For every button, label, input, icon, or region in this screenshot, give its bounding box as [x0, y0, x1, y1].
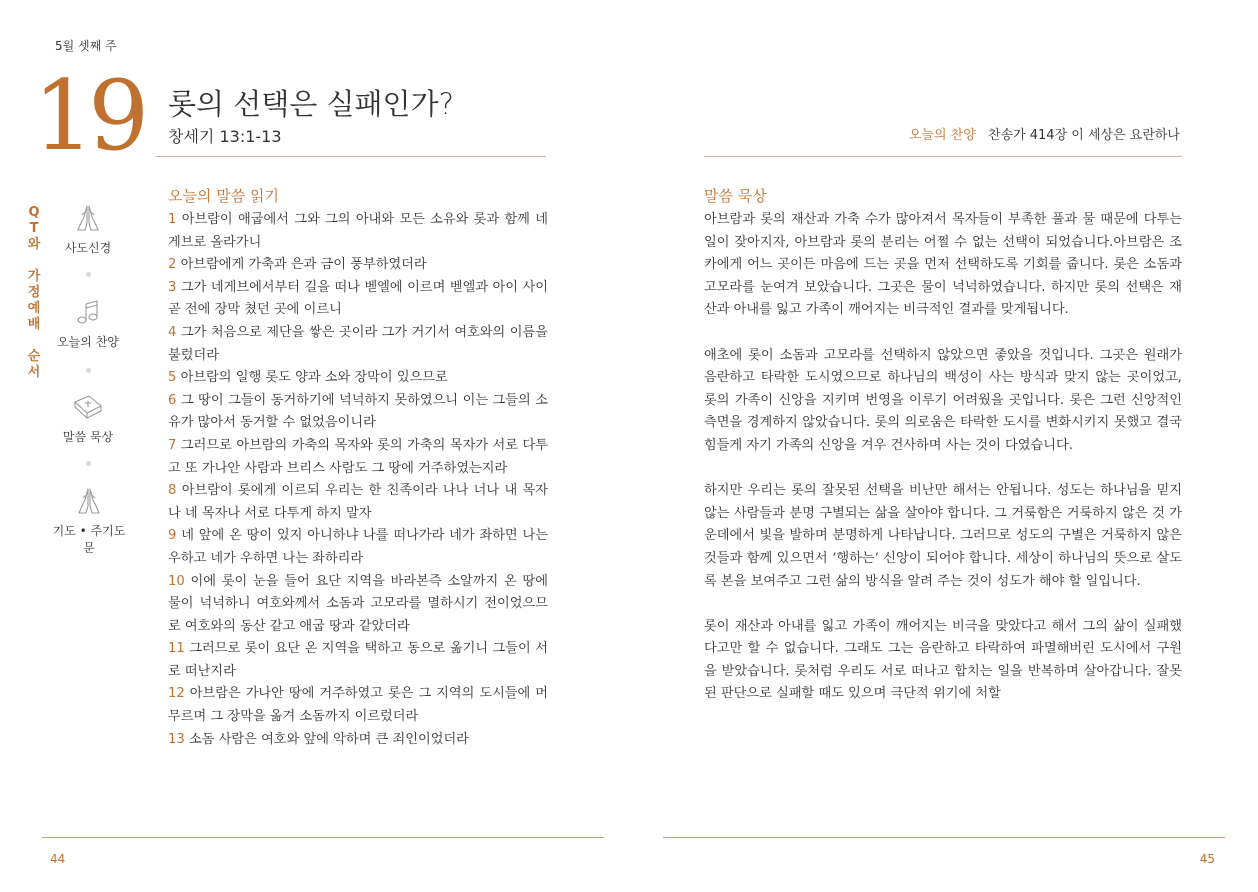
vertical-char: 서 [27, 365, 41, 380]
verse [168, 322, 548, 367]
verse-text: 그러므로 아브람의 가축의 목자와 롯의 가축의 목자가 서로 다투고 또 가나안 사람과 브리스 사람도 그 땅에 거주하였는지라 [168, 437, 548, 476]
verse-number: 8 [168, 483, 182, 499]
day-number: 19 [33, 60, 144, 172]
hymn-line [909, 124, 1180, 143]
meditation-paragraph: 애초에 롯이 소돔과 고모라를 선택하지 않았으면 좋았을 것입니다. 그곳은 원래가 음란하고 타락한 도시였으므로 하나님의 백성이 사는 방식과 맞지 않는 곳이었고, 롯의 가족이 신앙을 지키며 번영을 이루기 어려웠을 곳입니다. 롯은 그런 신앙적인 측면을 경계하지 않았습니다. 롯의 의로움은 타락한 도시를 변화시키지 못했고 결국 힘들게 자기 가족의 신앙을 겨우 건사하며 사는 것이 다였습니다. [704, 347, 1182, 453]
meditation-heading: 말씀 묵상 [704, 187, 767, 205]
vertical-char: 정 [27, 285, 41, 300]
verse-number: 13 [168, 731, 189, 747]
order-separator-dot [86, 368, 91, 373]
praying-hands-icon [73, 486, 105, 516]
meditation-text [704, 209, 1182, 729]
verse-number: 2 [168, 257, 181, 273]
vertical-char: T [29, 221, 39, 236]
verse-text: 그가 처음으로 제단을 쌓은 곳이라 그가 거기서 여호와의 이름을 불렀더라 [168, 324, 548, 363]
verse-text: 소돔 사람은 여호와 앞에 악하며 큰 죄인이었더라 [188, 731, 469, 747]
order-separator-dot [86, 461, 91, 466]
vertical-char: 배 [27, 317, 41, 332]
verse-number: 7 [168, 437, 181, 453]
verse-text: 아브람이 애굽에서 그와 그의 아내와 모든 소유와 롯과 함께 네게브로 올라가니 [168, 212, 548, 250]
order-item-label: 기도 • 주기도문 [52, 524, 126, 555]
verse-text: 네 앞에 온 땅이 있지 아니하냐 나를 떠나가라 네가 좌하면 나는 우하고 네가 우하면 나는 좌하리라 [168, 528, 548, 566]
vertical-char: 예 [27, 301, 41, 316]
order-item-label: 오늘의 찬양 [57, 335, 119, 349]
qt-worship-order-label [27, 205, 41, 381]
verse [168, 683, 548, 728]
page-number-right: 45 [1199, 852, 1215, 866]
verse [168, 254, 548, 277]
footer-rule-left [42, 837, 604, 838]
verse [168, 525, 548, 570]
order-item-label: 사도신경 [64, 241, 112, 255]
order-item-meditation [53, 392, 123, 445]
verse-text: 그가 네게브에서부터 길을 떠나 벧엘에 이르며 벧엘과 아이 사이 곧 전에 장막 쳤던 곳에 이르니 [168, 279, 548, 318]
order-item-label: 말씀 묵상 [62, 430, 114, 444]
reading-heading: 오늘의 말씀 읽기 [168, 187, 279, 205]
bible-book-icon [71, 392, 105, 422]
hymn-divider [704, 156, 1182, 157]
verse-number: 1 [168, 212, 182, 227]
meditation-paragraph: 하지만 우리는 롯의 잘못된 선택을 비난만 해서는 안됩니다. 성도는 하나님을 믿지 않는 사람들과 분명 구별되는 삶을 살아야 합니다. 그 거룩함은 거룩하지 않은 것 가운데에서 빛을 발하며 분명하게 나타납니다. 그러므로 성도의 구별은 거룩하지 않은 것들과 함께 있으면서 ‘행하는’ 신앙이 되어야 합니다. 세상이 하나님의 뜻으로 살도록 본을 보여주고 그런 삶의 방식을 알려 주는 것이 성도가 해야 할 일입니다. [704, 483, 1182, 589]
vertical-char: Q [28, 205, 40, 220]
verse-text: 아브람은 가나안 땅에 거주하였고 롯은 그 지역의 도시들에 머무르며 그 장막을 옮겨 소돔까지 이르렀더라 [168, 686, 548, 725]
order-item-creed [53, 203, 123, 256]
order-separator-dot [86, 272, 91, 277]
scripture-reference: 창세기 13:1-13 [168, 127, 282, 146]
verse-number: 12 [168, 686, 190, 702]
verse [168, 390, 548, 435]
page-number-left: 44 [50, 852, 66, 866]
verse-number: 10 [168, 573, 191, 589]
verse [168, 367, 548, 390]
verse [168, 277, 548, 322]
verse-text: 아브람에게 가축과 은과 금이 풍부하였더라 [180, 257, 427, 273]
verse-text: 아브람의 일행 롯도 양과 소와 장막이 있으므로 [180, 370, 448, 386]
verse-number: 4 [168, 324, 181, 340]
order-item-prayer [51, 486, 127, 556]
praying-hands-icon [72, 203, 104, 233]
title-divider [155, 156, 546, 157]
verse-number: 3 [168, 279, 181, 295]
vertical-gap [27, 253, 41, 269]
music-note-icon [72, 297, 104, 327]
vertical-gap [27, 333, 41, 349]
page-title: 롯의 선택은 실패인가? [168, 87, 454, 121]
vertical-char: 와 [27, 237, 41, 252]
verse-text: 그러므로 롯이 요단 온 지역을 택하고 동으로 옮기니 그들이 서로 떠난지라 [168, 641, 548, 679]
hymn-label: 오늘의 찬양 [908, 128, 976, 143]
vertical-char: 가 [27, 269, 41, 284]
vertical-char: 순 [27, 349, 41, 364]
verse-number: 5 [168, 370, 181, 386]
verse [168, 480, 548, 525]
week-label: 5월 셋째 주 [55, 39, 117, 53]
verse [168, 435, 548, 480]
verse [168, 638, 548, 683]
footer-rule-right [663, 837, 1225, 838]
bible-text [168, 209, 548, 751]
meditation-paragraph: 아브람과 롯의 재산과 가축 수가 많아져서 목자들이 부족한 풀과 물 때문에 다투는 일이 잦아지자, 아브람과 롯의 분리는 어쩔 수 없는 선택이 되었습니다.아브람은 조카에게 어느 곳이든 마음에 드는 곳을 먼저 선택하도록 기회를 줍니다. 롯은 소돔과 고모라를 눈여겨 보았습니다. 그곳은 물이 넉넉하였습니다. 하지만 롯의 선택은 재산과 아내를 잃고 가족이 깨어지는 비극적인 결과를 맞게됩니다. [704, 212, 1182, 318]
verse-number: 6 [168, 392, 181, 408]
verse-text: 그 땅이 그들이 동거하기에 넉넉하지 못하였으니 이는 그들의 소유가 많아서 동거할 수 없었음이니라 [168, 392, 548, 431]
hymn-title: 찬송가 414장 이 세상은 요란하나 [987, 128, 1180, 143]
verse-text: 이에 롯이 눈을 들어 요단 지역을 바라본즉 소알까지 온 땅에 물이 넉넉하니 여호와께서 소돔과 고모라를 멸하시기 전이었으므로 여호와의 동산 같고 애굽 땅과 같았더라 [168, 573, 548, 634]
verse [168, 209, 548, 254]
verse [168, 571, 548, 639]
meditation-paragraph: 롯이 재산과 아내를 잃고 가족이 깨어지는 비극을 맞았다고 해서 그의 삶이 실패했다고만 할 수 없습니다. 그래도 그는 음란하고 타락하여 파멸해버린 도시에서 구원을 받았습니다. 롯처럼 우리도 서로 떠나고 합치는 일을 반복하며 살아갑니다. 잘못된 판단으로 실패할 때도 있으며 극단적 위기에 처할 [704, 618, 1182, 702]
verse-number: 9 [168, 528, 182, 544]
verse-text: 아브람이 롯에게 이르되 우리는 한 친족이라 나나 너나 내 목자나 네 목자나 서로 다투게 하지 말자 [168, 483, 548, 521]
order-item-hymn [53, 297, 123, 350]
verse-number: 11 [168, 641, 190, 657]
verse [168, 729, 548, 752]
